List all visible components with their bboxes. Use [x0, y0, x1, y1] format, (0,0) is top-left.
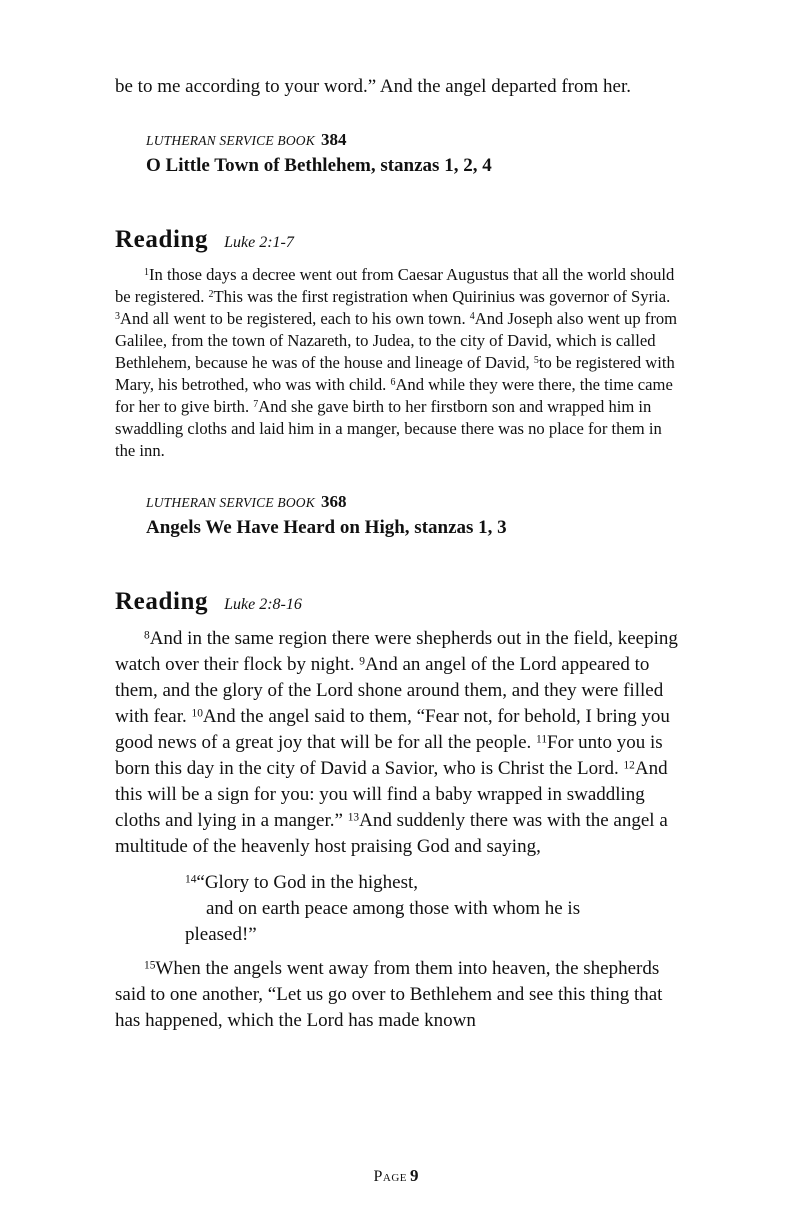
- hymn-book: LUTHERAN SERVICE BOOK: [146, 133, 315, 148]
- hymn-title: O Little Town of Bethlehem, stanzas 1, 2, 4: [146, 155, 492, 176]
- page-footer: [0, 1166, 792, 1186]
- reading-heading: Reading: [115, 588, 209, 615]
- page-label: Page: [373, 1168, 407, 1185]
- verse-text: And while they were there, the time came for her to give birth.: [115, 375, 673, 416]
- verse-number: 14: [185, 873, 197, 886]
- verse-text: For unto you is born this day in the city of David a Savior, who is Christ the Lord.: [115, 732, 663, 779]
- reading-heading: Reading: [115, 226, 209, 253]
- hymn-number: 384: [320, 130, 347, 149]
- poetry-line-1: $^{14}$“Glory to God in the highest,: [185, 872, 419, 893]
- verse-number: 15: [144, 959, 156, 972]
- hymn-book: LUTHERAN SERVICE BOOK: [146, 495, 315, 510]
- hymn-block-2: [146, 492, 681, 542]
- verse-number: 11: [536, 733, 548, 746]
- verse-text: And Joseph also went up from Galilee, from the town of Nazareth, to Judea, to the city of David, which is called Bethlehem, because he was of the house and lineage of David,: [115, 309, 678, 372]
- reading-2-text: [115, 626, 681, 860]
- poetry-line-2: and on earth peace among those with whom he is: [206, 898, 581, 919]
- lead-paragraph: be to me according to your word.” And the angel departed from her.: [115, 76, 631, 97]
- verse-number: 1: [144, 267, 149, 279]
- hymn-title: Angels We Have Heard on High, stanzas 1, 3: [146, 517, 507, 538]
- verse-number: 2: [208, 289, 214, 301]
- verse-text: to be registered with Mary, his betrothed, who was with child.: [115, 353, 675, 394]
- verse-text: And the angel said to them, “Fear not, for behold, I bring you good news of a great joy that will be for all the people.: [115, 706, 670, 753]
- verse-number: 7: [253, 399, 259, 411]
- verse-number: 5: [533, 355, 539, 367]
- reading-2-continued: [115, 956, 681, 1034]
- verse-number: 9: [359, 655, 365, 668]
- poetry-line-3: pleased!”: [185, 924, 257, 945]
- page-content: [115, 74, 681, 1034]
- verse-text: And this will be a sign for you: you will find a baby wrapped in swaddling cloths and lying in a manger.”: [115, 758, 668, 831]
- verse-text: In those days a decree went out from Caesar Augustus that all the world should be registered.: [115, 265, 675, 306]
- verse-number: 8: [144, 629, 150, 642]
- verse-number: 12: [623, 759, 635, 772]
- verse-text: And she gave birth to her firstborn son and wrapped him in swaddling cloths and laid him in a manger, because there was no place for them in the inn.: [115, 397, 662, 460]
- verse-number: 6: [390, 377, 396, 389]
- reading-1-text: [115, 264, 681, 462]
- page-number: 9: [410, 1166, 419, 1185]
- verse-number: 13: [347, 811, 360, 824]
- hymn-number: 368: [320, 492, 347, 511]
- reading-reference: Luke 2:1-7: [224, 234, 294, 251]
- hymn-block-1: [146, 130, 681, 180]
- hymn-source: [146, 492, 681, 513]
- verse-text: And suddenly there was with the angel a multitude of the heavenly host praising God and saying,: [115, 810, 668, 857]
- verse-number: 3: [115, 311, 120, 323]
- verse-text: This was the first registration when Quirinius was governor of Syria.: [213, 287, 671, 306]
- reading-reference: Luke 2:8-16: [224, 596, 302, 613]
- verse-text: And an angel of the Lord appeared to them, and the glory of the Lord shone around them, and they were filled with fear.: [115, 654, 664, 727]
- verse-text: When the angels went away from them into heaven, the shepherds said to one another, “Let us go over to Bethlehem and see this thing that has happened, which the Lord has made known: [115, 958, 663, 1031]
- reading-header-1: [115, 226, 681, 254]
- verse-poetry: [185, 870, 681, 948]
- hymn-source: [146, 130, 681, 151]
- reading-header-2: [115, 588, 681, 616]
- verse-text: And in the same region there were shepherds out in the field, keeping watch over their flock by night.: [115, 628, 678, 675]
- verse-text: And all went to be registered, each to his own town.: [119, 309, 470, 328]
- verse-number: 4: [469, 311, 475, 323]
- verse-number: 10: [191, 707, 203, 720]
